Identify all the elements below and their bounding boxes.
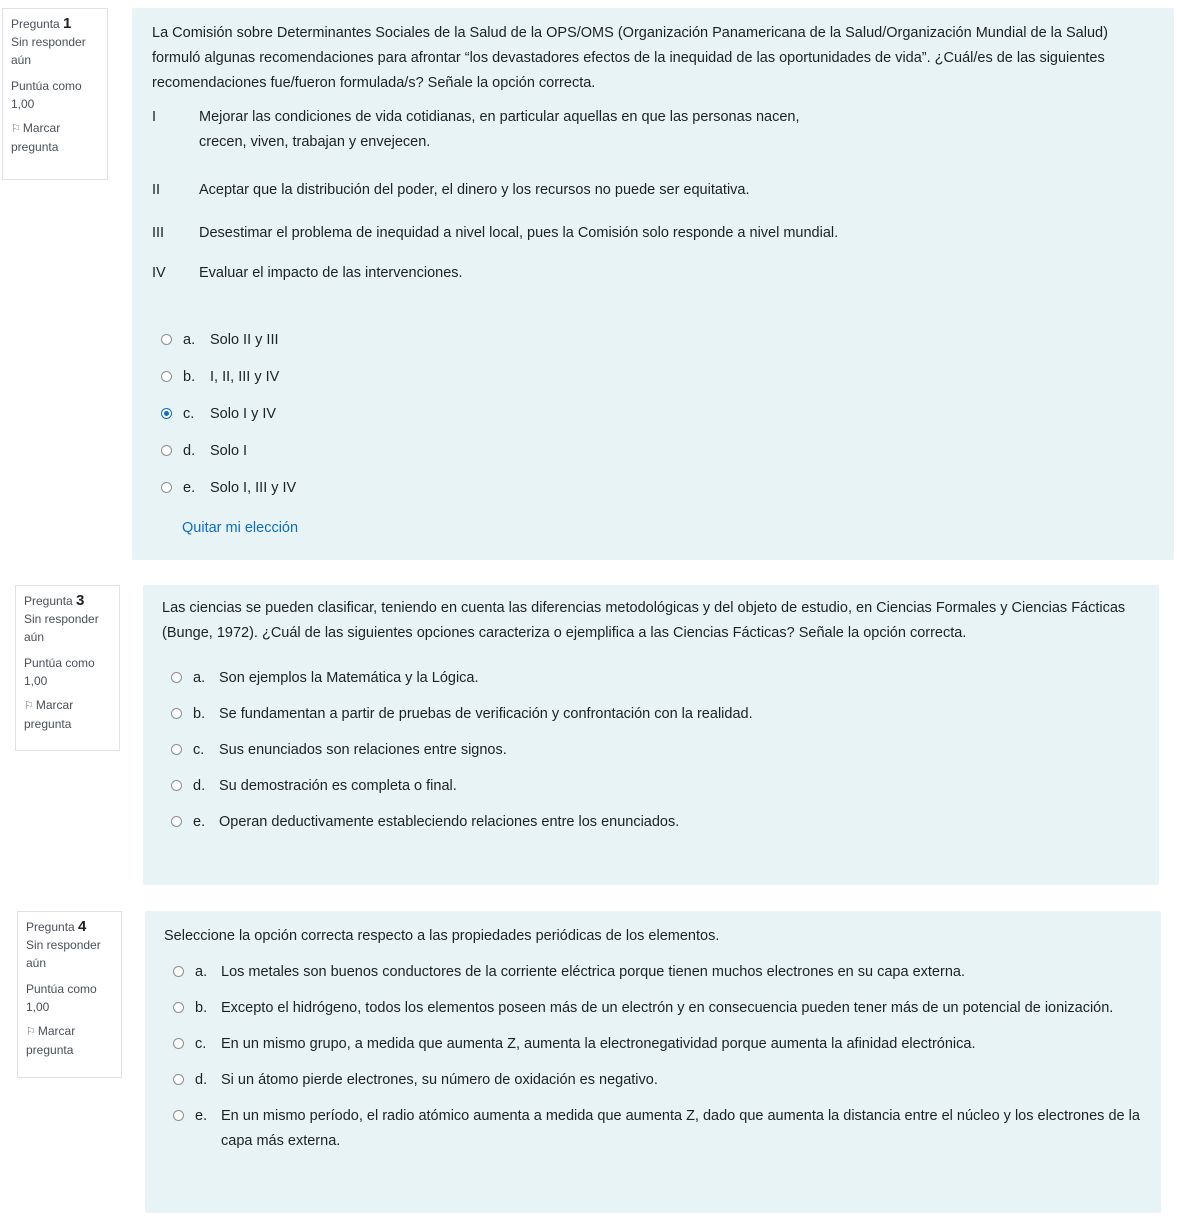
answer-option-d: d. Si un átomo pierde electrones, su número de oxidación es negativo. — [173, 1068, 1141, 1093]
answer-label[interactable]: Los metales son buenos conductores de la corriente eléctrica porque tienen muchos electrones en su capa externa. — [221, 963, 965, 980]
question-content-3 — [143, 585, 1159, 885]
answer-label[interactable]: Excepto el hidrógeno, todos los elementos poseen más de un electrón y en consecuencia pueden tener más de un potencial de ionización. — [221, 999, 1114, 1016]
statement-i: I Mejorar las condiciones de vida cotidianas, en particular aquellas en que las personas nacen, crecen, viven, trabajan y envejecen. — [152, 105, 1154, 155]
question-text: Las ciencias se pueden clasificar, teniendo en cuenta las diferencias metodológicas y del objeto de estudio, en Ciencias Formales y Ciencias Fácticas (Bunge, 1972). ¿Cuál de las siguientes opciones caracteriza o ejemplifica a las Ciencias Fácticas? Señale la opción correcta. — [162, 600, 1126, 641]
answer-option-e: e. En un mismo período, el radio atómico aumenta a medida que aumenta Z, dado que aumenta la distancia entre el núcleo y los electrones de la capa más externa. — [173, 1104, 1141, 1154]
statement-number: IV — [152, 265, 166, 282]
answer-option-e: e. Operan deductivamente estableciendo relaciones entre los enunciados. — [171, 810, 1139, 835]
question-label: Pregunta 4 — [26, 918, 87, 935]
statement-ii: II Aceptar que la distribución del poder, el dinero y los recursos no puede ser equitativa. — [152, 178, 1154, 203]
answer-option-a: a. Son ejemplos la Matemática y la Lógica. — [171, 666, 1139, 691]
answer-label[interactable]: Su demostración es completa o final. — [219, 777, 457, 794]
clear-choice-link[interactable]: Quitar mi elección — [182, 520, 299, 537]
radio-button[interactable] — [173, 1038, 184, 1049]
flag-question-link[interactable]: ⚐ Marcar pregunta — [11, 121, 61, 154]
answer-label[interactable]: Son ejemplos la Matemática y la Lógica. — [219, 669, 479, 686]
radio-button[interactable] — [171, 672, 182, 683]
radio-button[interactable] — [173, 1002, 184, 1013]
question-info-4 — [17, 911, 122, 1078]
answer-option-e: e. Solo I, III y IV — [161, 476, 1154, 501]
question-number: 4 — [78, 918, 87, 935]
answer-option-b: b. I, II, III y IV — [161, 365, 1154, 390]
answer-label[interactable]: Operan deductivamente estableciendo relaciones entre los enunciados. — [219, 813, 680, 830]
answer-label[interactable]: Se fundamentan a partir de pruebas de verificación y confrontación con la realidad. — [219, 705, 753, 722]
flag-question-link[interactable]: ⚐ Marcar pregunta — [24, 698, 74, 731]
radio-button[interactable] — [161, 371, 172, 382]
flag-icon: ⚐ — [26, 1026, 36, 1038]
flag-icon: ⚐ — [24, 700, 34, 712]
statement-iii: III Desestimar el problema de inequidad a nivel local, pues la Comisión solo responde a nivel mundial. — [152, 221, 1154, 246]
answer-label[interactable]: Si un átomo pierde electrones, su número de oxidación es negativo. — [221, 1071, 658, 1088]
answer-option-d: d. Solo I — [161, 439, 1154, 464]
flag-icon: ⚐ — [11, 123, 21, 135]
radio-button[interactable] — [173, 1074, 184, 1085]
answer-option-c: c. Sus enunciados son relaciones entre signos. — [171, 738, 1139, 763]
radio-button-selected[interactable] — [161, 408, 172, 419]
radio-button[interactable] — [171, 744, 182, 755]
answer-option-b: b. Se fundamentan a partir de pruebas de verificación y confrontación con la realidad. — [171, 702, 1139, 727]
answer-option-b: b. Excepto el hidrógeno, todos los elementos poseen más de un electrón y en consecuencia pueden tener más de un potencial de ionización. — [173, 996, 1141, 1021]
question-state: Sin responder aún — [24, 612, 99, 644]
radio-button[interactable] — [171, 816, 182, 827]
question-info-1 — [2, 8, 108, 180]
answer-label[interactable]: En un mismo grupo, a medida que aumenta Z, aumenta la electronegatividad porque aumenta la afinidad electrónica. — [221, 1035, 976, 1052]
answer-options — [171, 666, 1139, 835]
question-number: 3 — [76, 592, 85, 609]
question-content-4 — [145, 911, 1161, 1213]
question-info-3 — [15, 585, 120, 751]
answer-label[interactable]: En un mismo período, el radio atómico aumenta a medida que aumenta Z, dado que aumenta la distancia entre el núcleo y los electrones de la capa más externa. — [221, 1107, 1140, 1149]
answer-option-c: c. En un mismo grupo, a medida que aumenta Z, aumenta la electronegatividad porque aumenta la afinidad electrónica. — [173, 1032, 1141, 1057]
question-number: 1 — [63, 15, 72, 32]
statement-number: I — [152, 109, 157, 126]
radio-button[interactable] — [171, 780, 182, 791]
answer-option-d: d. Su demostración es completa o final. — [171, 774, 1139, 799]
radio-button[interactable] — [161, 445, 172, 456]
answer-label[interactable]: Sus enunciados son relaciones entre signos. — [219, 741, 507, 758]
question-text: Seleccione la opción correcta respecto a las propiedades periódicas de los elementos. — [164, 928, 720, 944]
question-grade: Puntúa como 1,00 — [11, 79, 82, 111]
question-grade: Puntúa como 1,00 — [24, 656, 95, 688]
answer-label[interactable]: Solo I, III y IV — [210, 480, 297, 497]
answer-label[interactable]: Solo I y IV — [210, 406, 277, 423]
answer-options — [161, 328, 1154, 501]
flag-question-link[interactable]: ⚐ Marcar pregunta — [26, 1024, 76, 1057]
answer-label[interactable]: Solo II y III — [210, 332, 279, 349]
question-state: Sin responder aún — [11, 35, 86, 67]
question-label: Pregunta 3 — [24, 592, 85, 609]
answer-options — [173, 960, 1141, 1154]
question-label: Pregunta 1 — [11, 15, 72, 32]
answer-label[interactable]: I, II, III y IV — [210, 369, 280, 386]
radio-button[interactable] — [161, 482, 172, 493]
statement-number: III — [152, 225, 165, 242]
radio-button[interactable] — [173, 1110, 184, 1121]
radio-button[interactable] — [173, 966, 184, 977]
question-text: La Comisión sobre Determinantes Sociales de la Salud de la OPS/OMS (Organización Panamericana de la Salud/Organización Mundial de la Salud) formuló algunas recomendaciones para afrontar “los devastadores efectos de la inequidad de las oportunidades de vida”. ¿Cuál/es de las siguientes recomendaciones fue/fueron formulada/s? Señale la opción correcta. — [152, 25, 1108, 91]
answer-label[interactable]: Solo I — [210, 443, 248, 460]
question-state: Sin responder aún — [26, 938, 101, 970]
question-content-1 — [132, 8, 1174, 560]
statement-iv: IV Evaluar el impacto de las intervenciones. — [152, 261, 1154, 286]
question-grade: Puntúa como 1,00 — [26, 982, 97, 1014]
radio-button[interactable] — [171, 708, 182, 719]
statement-number: II — [152, 182, 161, 199]
answer-option-a: a. Solo II y III — [161, 328, 1154, 353]
radio-button[interactable] — [161, 334, 172, 345]
answer-option-a: a. Los metales son buenos conductores de la corriente eléctrica porque tienen muchos electrones en su capa externa. — [173, 960, 1141, 985]
answer-option-c: c. Solo I y IV — [161, 402, 1154, 427]
